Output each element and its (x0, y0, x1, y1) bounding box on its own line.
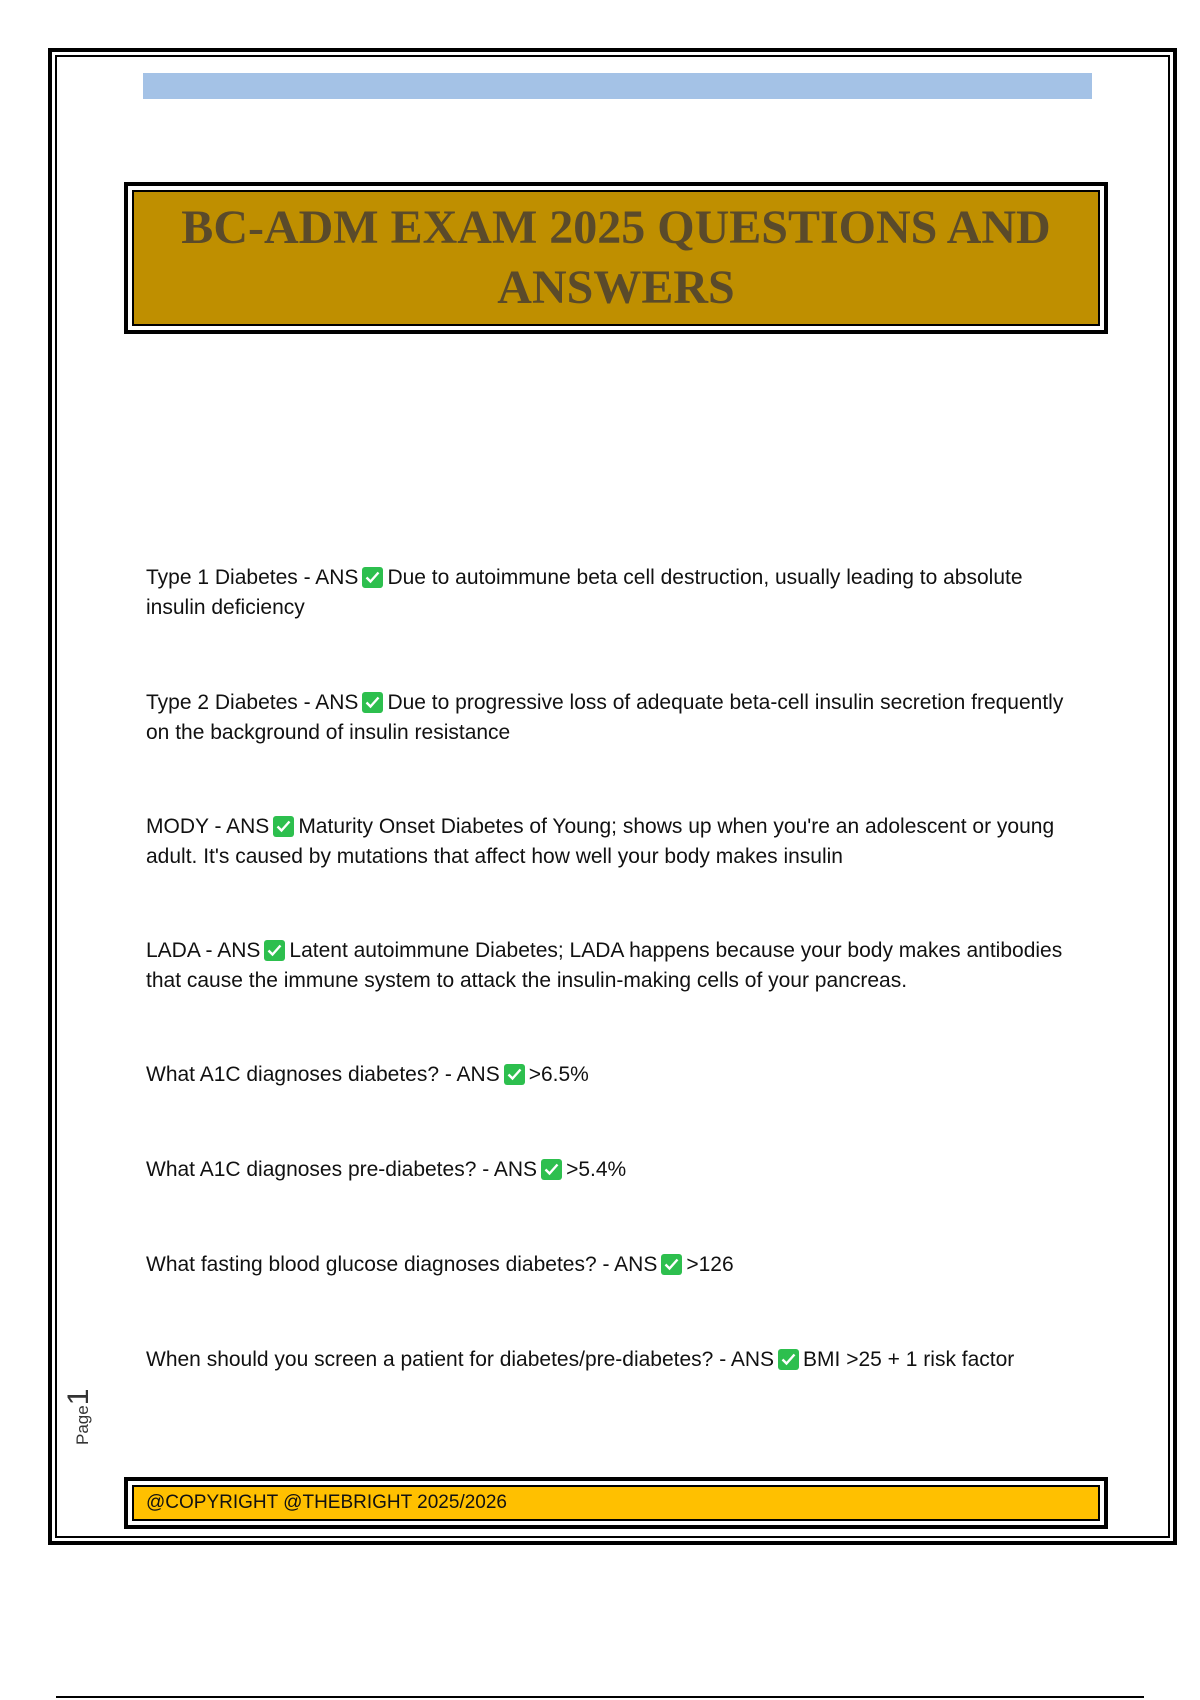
qa-question: What A1C diagnoses pre-diabetes? - ANS (146, 1158, 538, 1181)
qa-question: LADA - ANS (146, 939, 261, 962)
footer-panel (132, 1485, 1100, 1521)
qa-answer: Due to autoimmune beta cell destruction, usually leading to absolute insulin deficiency (146, 566, 1023, 619)
page-word: Page (73, 1405, 92, 1445)
check-box-icon (661, 1254, 682, 1275)
document-title: BC-ADM EXAM 2025 QUESTIONS AND ANSWERS (181, 201, 1051, 314)
qa-item (146, 1060, 1086, 1090)
check-box-icon (541, 1159, 562, 1180)
qa-answer: BMI >25 + 1 risk factor (803, 1348, 1015, 1371)
header-color-bar (143, 73, 1092, 99)
copyright-text: @COPYRIGHT @THEBRIGHT 2025/2026 (146, 1492, 507, 1513)
qa-item (146, 812, 1086, 872)
qa-answer: >5.4% (566, 1158, 627, 1181)
qa-answer: >6.5% (528, 1063, 589, 1086)
bottom-rule (56, 1696, 1144, 1698)
check-box-icon (504, 1064, 525, 1085)
check-box-icon (362, 567, 383, 588)
qa-question: Type 1 Diabetes - ANS (146, 566, 359, 589)
qa-question: When should you screen a patient for diabetes/pre-diabetes? - ANS (146, 1348, 775, 1371)
qa-question: What fasting blood glucose diagnoses diabetes? - ANS (146, 1253, 658, 1276)
check-box-icon (264, 940, 285, 961)
qa-item (146, 563, 1086, 623)
page-number-label (62, 1385, 98, 1445)
qa-item (146, 1345, 1086, 1375)
page-number: 1 (62, 1388, 95, 1406)
qa-answer: Latent autoimmune Diabetes; LADA happens because your body makes antibodies that cause the immune system to attack the insulin-making cells of your pancreas. (146, 939, 1063, 992)
qa-answer: Maturity Onset Diabetes of Young; shows up when you're an adolescent or young adult. It's caused by mutations that affect how well your body makes insulin (146, 815, 1055, 868)
qa-item (146, 688, 1086, 748)
qa-question: Type 2 Diabetes - ANS (146, 691, 359, 714)
check-box-icon (362, 692, 383, 713)
qa-item (146, 1155, 1086, 1185)
footer-frame (124, 1477, 1108, 1529)
qa-answer: Due to progressive loss of adequate beta-cell insulin secretion frequently on the background of insulin resistance (146, 691, 1064, 744)
qa-item (146, 936, 1086, 996)
title-frame (124, 182, 1108, 334)
qa-answer: >126 (686, 1253, 734, 1276)
qa-question: MODY - ANS (146, 815, 270, 838)
title-panel (132, 190, 1100, 326)
qa-question: What A1C diagnoses diabetes? - ANS (146, 1063, 500, 1086)
check-box-icon (778, 1349, 799, 1370)
qa-item (146, 1250, 1086, 1280)
check-box-icon (273, 816, 294, 837)
